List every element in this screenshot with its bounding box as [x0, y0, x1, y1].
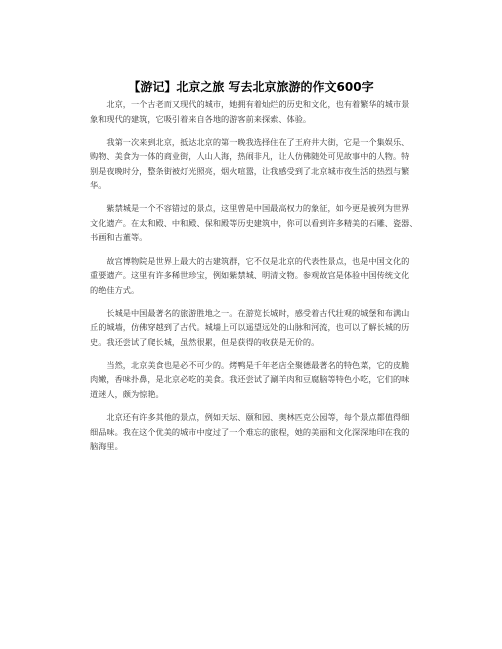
paragraph-line: 故宫博物院是世界上最大的古建筑群，它不仅是北京的代表性景点，也是中国文化的 — [106, 255, 410, 266]
paragraph-line: 重要遗产。这里有许多稀世珍宝，例如紫禁城、明清文物。参观故宫是体验中国传统文化 — [90, 270, 410, 281]
paragraph-intro — [90, 97, 420, 126]
document-title: 【游记】北京之旅 写去北京旅游的作文600字 — [128, 80, 374, 94]
document-body — [90, 97, 420, 462]
paragraph-line: 书画和古董等。 — [90, 232, 148, 243]
paragraph-forbidden-city — [90, 201, 420, 245]
paragraph-conclusion — [90, 410, 420, 454]
paragraph-line: 北京还有许多其他的景点，例如天坛、颐和园、奥林匹克公园等，每个景点都值得细 — [106, 412, 410, 423]
paragraph-line: 北京，一个古老而又现代的城市，她拥有着灿烂的历史和文化，也有着繁华的城市景 — [106, 99, 410, 109]
paragraph-wangfujing — [90, 135, 420, 193]
paragraph-great-wall — [90, 306, 420, 350]
paragraph-line: 道迷人，颇为惊艳。 — [90, 388, 164, 399]
paragraph-line: 的绝佳方式。 — [90, 284, 140, 295]
paragraph-line: 我第一次来到北京，抵达北京的第一晚我选择住在了王府井大街，它是一个集娱乐、 — [106, 136, 410, 147]
paragraph-line: 紫禁城是一个不容错过的景点，这里曾是中国最高权力的象征，如今更是被列为世界 — [106, 203, 410, 214]
paragraph-line: 长城是中国最著名的旅游胜地之一。在游览长城时，感受着古代壮观的城堡和布满山 — [106, 307, 410, 318]
paragraph-line: 文化遗产。在太和殿、中和殿、保和殿等历史建筑中，你可以看到许多精美的石雕、瓷器、 — [90, 217, 418, 228]
paragraph-line: 华。 — [90, 180, 107, 191]
paragraph-food — [90, 358, 420, 402]
paragraph-line: 细品味。我在这个优美的城市中度过了一个难忘的旅程，她的美丽和文化深深地印在我的 — [90, 426, 410, 437]
paragraph-line: 脑海里。 — [90, 441, 123, 452]
paragraph-line: 肉嫩，香味扑鼻，是北京必吃的美食。我还尝试了涮羊肉和豆腐脑等特色小吃，它们的味 — [90, 374, 410, 385]
paragraph-line: 丘的城墙，仿佛穿越到了古代。城墙上可以遥望远处的山脉和河流，也可以了解长城的历 — [90, 322, 410, 333]
paragraph-line: 别是夜晚时分，整条街被灯光照亮，烟火喧嚣，让我感受到了北京城市夜生活的热烈与繁 — [90, 165, 410, 176]
paragraph-line: 当然，北京美食也是必不可少的。烤鸭是千年老店全聚德最著名的特色菜，它的皮脆 — [106, 359, 410, 370]
paragraph-line: 购物、美食为一体的商业街，人山人海，热闹非凡，让人仿佛随处可见故事中的人物。特 — [90, 151, 410, 162]
paragraph-palace-museum — [90, 254, 420, 298]
paragraph-line: 史。我还尝试了爬长城，虽然很累，但是获得的收获是无价的。 — [90, 336, 320, 347]
paragraph-line: 象和现代的建筑，它吸引着来自各地的游客前来探索、体验。 — [90, 113, 312, 124]
